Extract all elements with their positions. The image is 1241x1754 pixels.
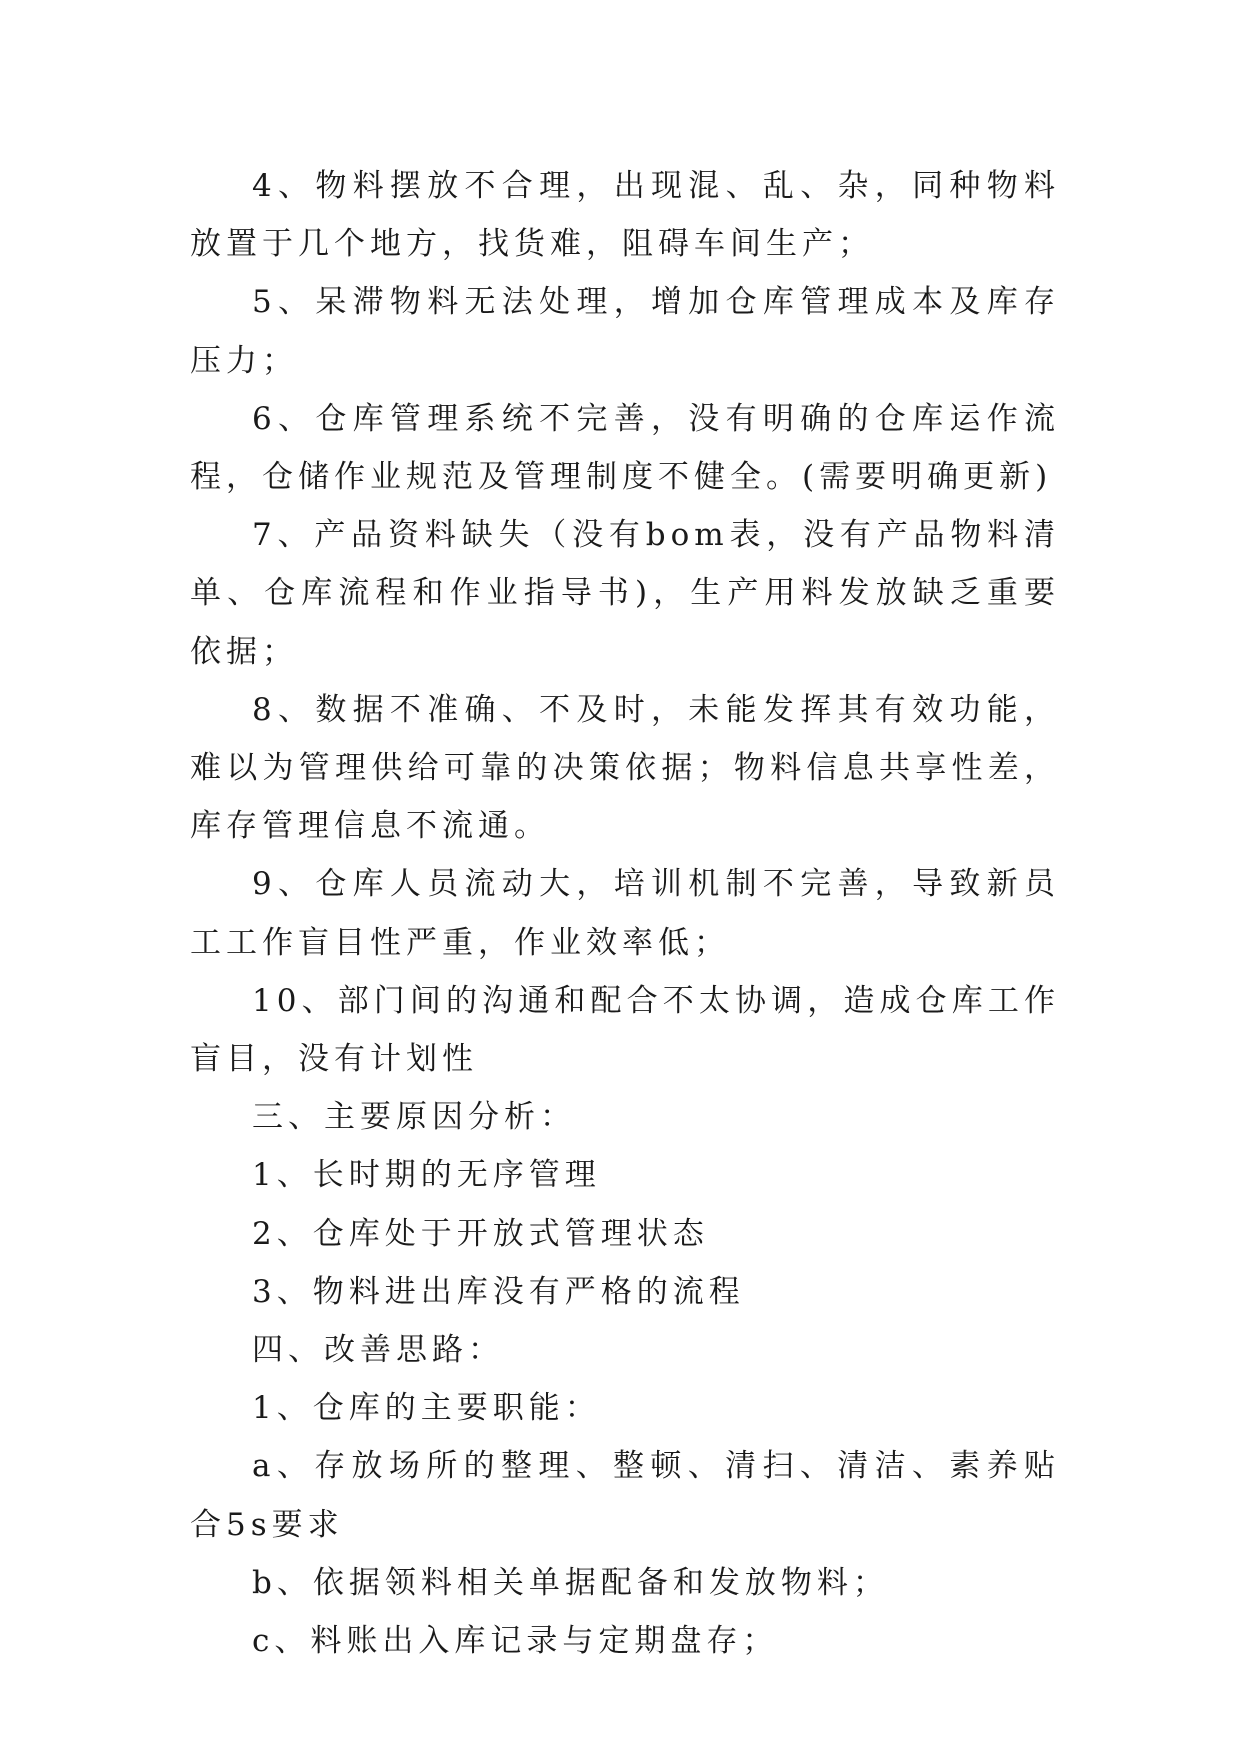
cause-item-3: 3、物料进出库没有严格的流程 bbox=[252, 1273, 745, 1310]
function-item-a: a、存放场所的整理、整顿、清扫、清洁、素养贴合5s要求 bbox=[190, 1448, 1060, 1543]
paragraph-item-9: 9、仓库人员流动大，培训机制不完善，导致新员工工作盲目性严重，作业效率低； bbox=[190, 866, 1060, 961]
function-item-b: b、依据领料相关单据配备和发放物料； bbox=[252, 1564, 889, 1601]
paragraph-item-10: 10、部门间的沟通和配合不太协调，造成仓库工作盲目，没有计划性 bbox=[190, 982, 1060, 1078]
paragraph-item-8: 8、数据不准确、不及时，未能发挥其有效功能，难以为管理供给可靠的决策依据；物料信息共享性差，库存管理信息不流通。 bbox=[190, 691, 1060, 845]
section-heading-improvement: 四、改善思路： bbox=[252, 1332, 504, 1369]
paragraph-item-6: 6、仓库管理系统不完善，没有明确的仓库运作流程，仓储作业规范及管理制度不健全。(需要明确更新) bbox=[190, 400, 1060, 496]
document-body bbox=[190, 157, 1060, 1670]
paragraph-item-7: 7、产品资料缺失（没有bom表，没有产品物料清单、仓库流程和作业指导书)，生产用料发放缺乏重要依据； bbox=[190, 517, 1060, 670]
improvement-item-1: 1、仓库的主要职能： bbox=[252, 1390, 601, 1427]
paragraph-item-5: 5、呆滞物料无法处理，增加仓库管理成本及库存压力； bbox=[190, 284, 1060, 379]
section-heading-cause-analysis: 三、主要原因分析： bbox=[252, 1099, 576, 1136]
paragraph-item-4: 4、物料摆放不合理，出现混、乱、杂，同种物料放置于几个地方，找货难，阻碍车间生产； bbox=[190, 168, 1060, 263]
function-item-c: c、料账出入库记录与定期盘存； bbox=[252, 1623, 779, 1660]
cause-item-2: 2、仓库处于开放式管理状态 bbox=[252, 1215, 709, 1252]
cause-item-1: 1、长时期的无序管理 bbox=[252, 1157, 601, 1194]
